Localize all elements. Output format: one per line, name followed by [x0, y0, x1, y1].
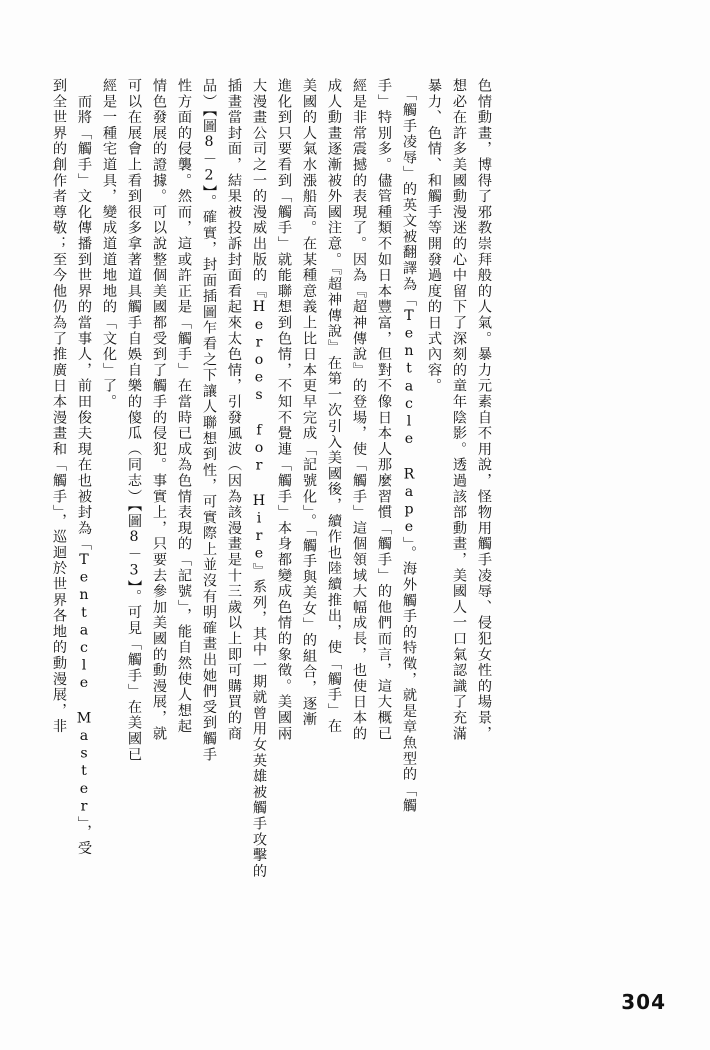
text-column: 插畫當封面，結果被投訴封面看起來太色情，引發風波（因為該漫畫是十三歲以上即可購買的商	[226, 78, 242, 742]
text-column: 經是一種宅道具，變成道道地地的「文化」了。	[101, 78, 117, 410]
text-column: 「觸手凌辱」的英文被翻譯為「Tentacle Rape」。海外觸手的特徵，就是章魚型的「觸	[401, 78, 417, 814]
text-column: 進化到只要看到「觸手」就能聯想到色情，不知不覺連「觸手」本身都變成色情的象徵。美國兩	[276, 78, 292, 742]
text-column: 想必在許多美國動漫迷的心中留下了深刻的童年陰影。透過該部動畫，美國人一口氣認識了充滿	[451, 78, 467, 742]
text-column: 經是非常震撼的表現了。因為『超神傳說』的登場，使「觸手」這個領域大幅成長，也使日本的	[351, 78, 367, 742]
body-text-block	[46, 78, 664, 938]
text-column: 可以在展會上看到很多拿著道具觸手自娛自樂的傻瓜（同志）【圖8－3】。可見「觸手」在美國已	[126, 78, 142, 763]
text-column: 色情動畫，博得了邪教崇拜般的人氣。暴力元素自不用說，怪物用觸手凌辱、侵犯女性的場景，	[476, 78, 492, 742]
page-number: 304	[621, 990, 666, 1014]
text-column: 美國的人氣水漲船高。在某種意義上比日本更早完成「記號化」。「觸手與美女」的組合，逐漸	[301, 78, 317, 728]
text-column: 暴力、色情、和觸手等開發過度的日式內容。	[426, 78, 442, 394]
text-column: 而將「觸手」文化傳播到世界的當事人，前田俊夫現在也被封為「Tentacle Master」，受	[76, 78, 92, 857]
text-column: 情色發展的證據。可以說整個美國都受到了觸手的侵犯。事實上，只要去參加美國的動漫展，就	[151, 78, 167, 742]
text-column: 品）【圖8－2】。確實，封面插圖乍看之下讓人聯想到性，可實際上並沒有明確畫出她們受到觸手	[201, 78, 217, 763]
text-column: 手」特別多。儘管種類不如日本豐富，但對不像日本人那麼習慣「觸手」的他們而言，這大概已	[376, 78, 392, 742]
text-column: 成人動畫逐漸被外國注意。『超神傳說』在第一次引入美國後，續作也陸續推出，使「觸手」在	[326, 78, 342, 735]
text-column: 大漫畫公司之一的漫威出版的『Heroes for Hire』系列，其中一期就曾用女英雄被觸手攻擊的	[251, 78, 267, 880]
text-column: 性方面的侵襲。然而，這或許正是「觸手」在當時已成為色情表現的「記號」，能自然使人想起	[176, 78, 192, 735]
text-column: 到全世界的創作者尊敬；至今他仍為了推廣日本漫畫和「觸手」，巡迴於世界各地的動漫展，非	[51, 78, 67, 735]
